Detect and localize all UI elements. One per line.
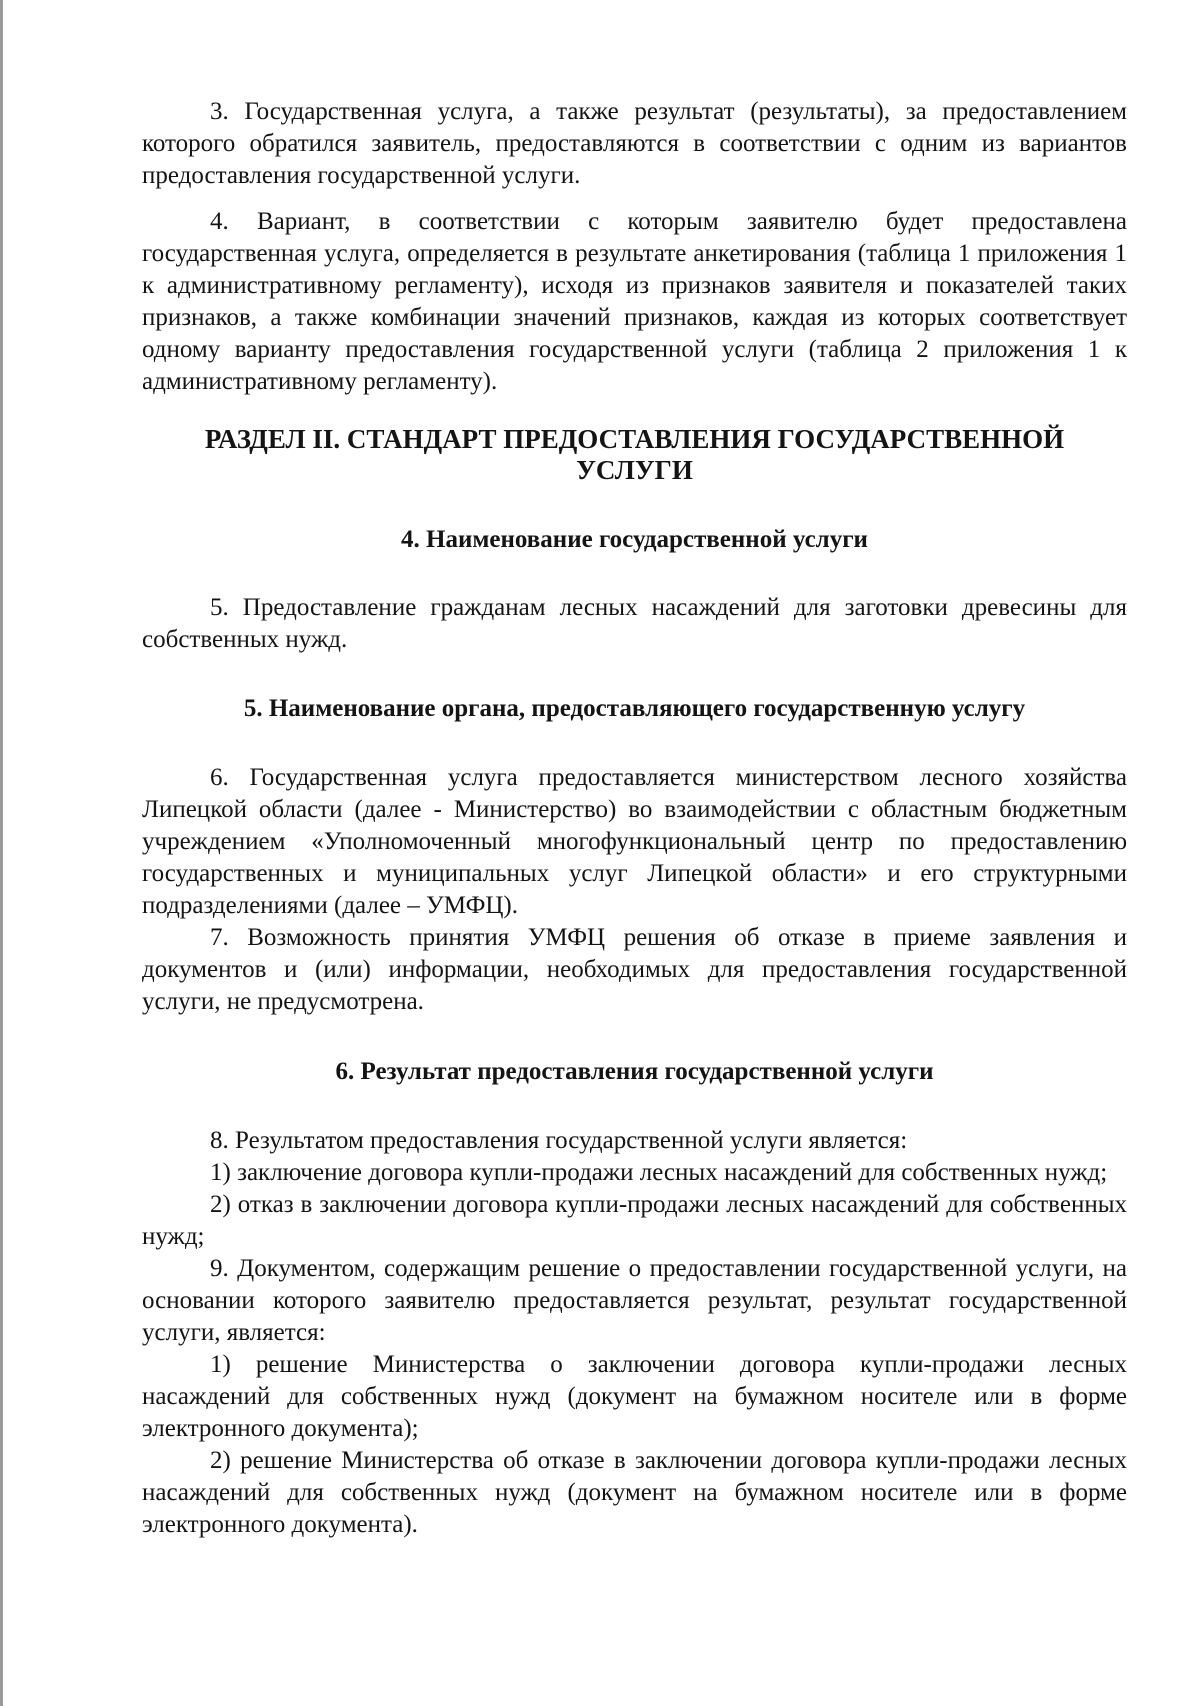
paragraph-6: 6. Государственная услуга предоставляется министерством лесного хозяйства Липецкой области (далее - Министерство) во взаимодействии с областным бюджетным учреждением «Уполномоченный многофункциональный центр по предоставлению государственных и муниципальных услуг Липецкой области» и его структурными подразделениями (далее – УМФЦ).: [142, 764, 1127, 919]
subsection-6-heading: 6. Результат предоставления государственной услуги: [335, 1058, 934, 1085]
paragraph-8-item-2: 2) отказ в заключении договора купли-продажи лесных насаждений для собственных нужд;: [142, 1191, 1127, 1250]
paragraph-9-item-2: 2) решение Министерства об отказе в заключении договора купли-продажи лесных насаждений для собственных нужд (документ на бумажном носителе или в форме электронного документа).: [142, 1447, 1127, 1538]
paragraph-8-item-1: 1) заключение договора купли-продажи лесных насаждений для собственных нужд;: [210, 1159, 1108, 1186]
paragraph-4: 4. Вариант, в соответствии с которым заявителю будет предоставлена государственная услуга, определяется в результате анкетирования (таблица 1 приложения 1 к административному регламенту), исходя из признаков заявителя и показателей таких признаков, а также комбинации значений признаков, каждая из которых соответствует одному варианту предоставления государственной услуги (таблица 2 приложения 1 к административному регламенту).: [142, 208, 1127, 395]
section-title-line-1: РАЗДЕЛ II. СТАНДАРТ ПРЕДОСТАВЛЕНИЯ ГОСУДАРСТВЕННОЙ: [204, 424, 1065, 454]
paragraph-3: 3. Государственная услуга, а также результат (результаты), за предоставлением которого обратился заявитель, предоставляются в соответствии с одним из вариантов предоставления государственной услуги.: [142, 98, 1127, 189]
section-title: [142, 424, 1127, 486]
paragraph-9-item-1: 1) решение Министерства о заключении договора купли-продажи лесных насаждений для собственных нужд (документ на бумажном носителе или в форме электронного документа);: [142, 1351, 1127, 1442]
subsection-5-heading: 5. Наименование органа, предоставляющего государственную услугу: [243, 695, 1026, 722]
subsection-4-heading: 4. Наименование государственной услуги: [401, 526, 868, 553]
paragraph-5: 5. Предоставление гражданам лесных насаждений для заготовки древесины для собственных нужд.: [142, 594, 1127, 653]
section-title-line-2: УСЛУГИ: [576, 455, 693, 485]
paragraph-7: 7. Возможность принятия УМФЦ решения об отказе в приеме заявления и документов и (или) информации, необходимых для предоставления государственной услуги, не предусмотрена.: [142, 924, 1127, 1015]
paragraph-8: 8. Результатом предоставления государственной услуги является:: [210, 1127, 908, 1154]
paragraph-9: 9. Документом, содержащим решение о предоставлении государственной услуги, на основании которого заявителю предоставляется результат, результат государственной услуги, является:: [142, 1255, 1127, 1346]
scan-edge: [0, 0, 3, 1706]
document-page: [142, 96, 1127, 1541]
